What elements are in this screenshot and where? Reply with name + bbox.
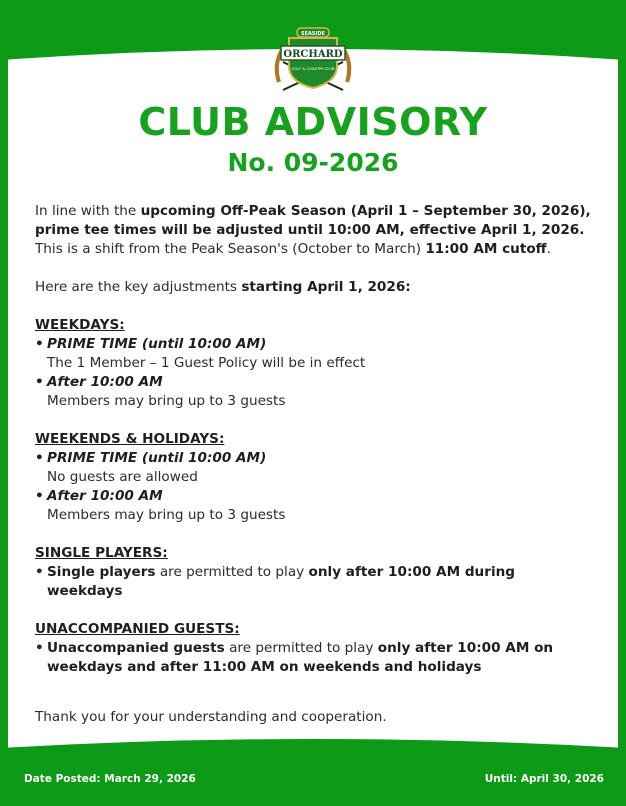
weekends-heading: WEEKENDS & HOLIDAYS: [35,431,225,447]
weekdays-heading: WEEKDAYS: [35,317,125,333]
weekends-after: • After 10:00 AM [35,487,595,506]
single-players-bold: Single players [47,564,156,580]
intro-text-2: This is a shift from the Peak Season's (October to March) [35,241,426,257]
intro-text-1: In line with the [35,203,141,219]
single-players-heading: SINGLE PLAYERS: [35,545,168,561]
key-adjustments-paragraph [35,278,595,297]
single-players-rule [35,563,595,601]
weekdays-after-text: Members may bring up to 3 guests [47,393,286,409]
advisory-title: CLUB ADVISORY [138,100,488,144]
weekdays-after: • After 10:00 AM [35,373,595,392]
logo-top-text: SEASIDE [301,31,325,37]
weekends-after-text: Members may bring up to 3 guests [47,507,286,523]
unaccompanied-rule [35,639,595,677]
unaccompanied-bold: Unaccompanied guests [47,640,225,656]
unaccompanied-condition: only after 10:00 AM on weekdays and after 11:00 AM on weekends and holidays [47,640,554,675]
weekends-prime-time: • PRIME TIME (until 10:00 AM) [35,449,595,468]
logo-name-text: ORCHARD [283,49,343,60]
unaccompanied-text: are permitted to play [224,640,378,656]
thank-you-note: Thank you for your understanding and cooperation. [35,709,387,725]
advisory-body [35,202,595,677]
intro-paragraph [35,202,595,259]
club-logo [269,24,357,94]
weekdays-prime-time-text: The 1 Member – 1 Guest Policy will be in effect [47,355,366,371]
weekdays-prime-time: • PRIME TIME (until 10:00 AM) [35,335,595,354]
advisory-number: No. 09-2026 [227,148,399,177]
adjust-date: starting April 1, 2026: [241,279,411,295]
logo-bottom-text: GOLF & COUNTRY CLUB [291,67,335,71]
adjust-text: Here are the key adjustments [35,279,242,295]
valid-until: Until: April 30, 2026 [484,773,604,785]
single-players-condition: only after 10:00 AM during weekdays [47,564,516,599]
date-posted: Date Posted: March 29, 2026 [24,773,196,785]
intro-bold-2: 11:00 AM cutoff [425,241,547,257]
single-players-text: are permitted to play [155,564,309,580]
unaccompanied-heading: UNACCOMPANIED GUESTS: [35,621,240,637]
weekends-prime-time-text: No guests are allowed [47,469,198,485]
bottom-green-banner [0,736,626,806]
intro-bold-1: upcoming Off-Peak Season (April 1 – September 30, 2026), prime tee times will be adjusted until 10:00 AM, effective April 1, 2026. [35,203,591,238]
intro-text-3: . [546,241,552,257]
